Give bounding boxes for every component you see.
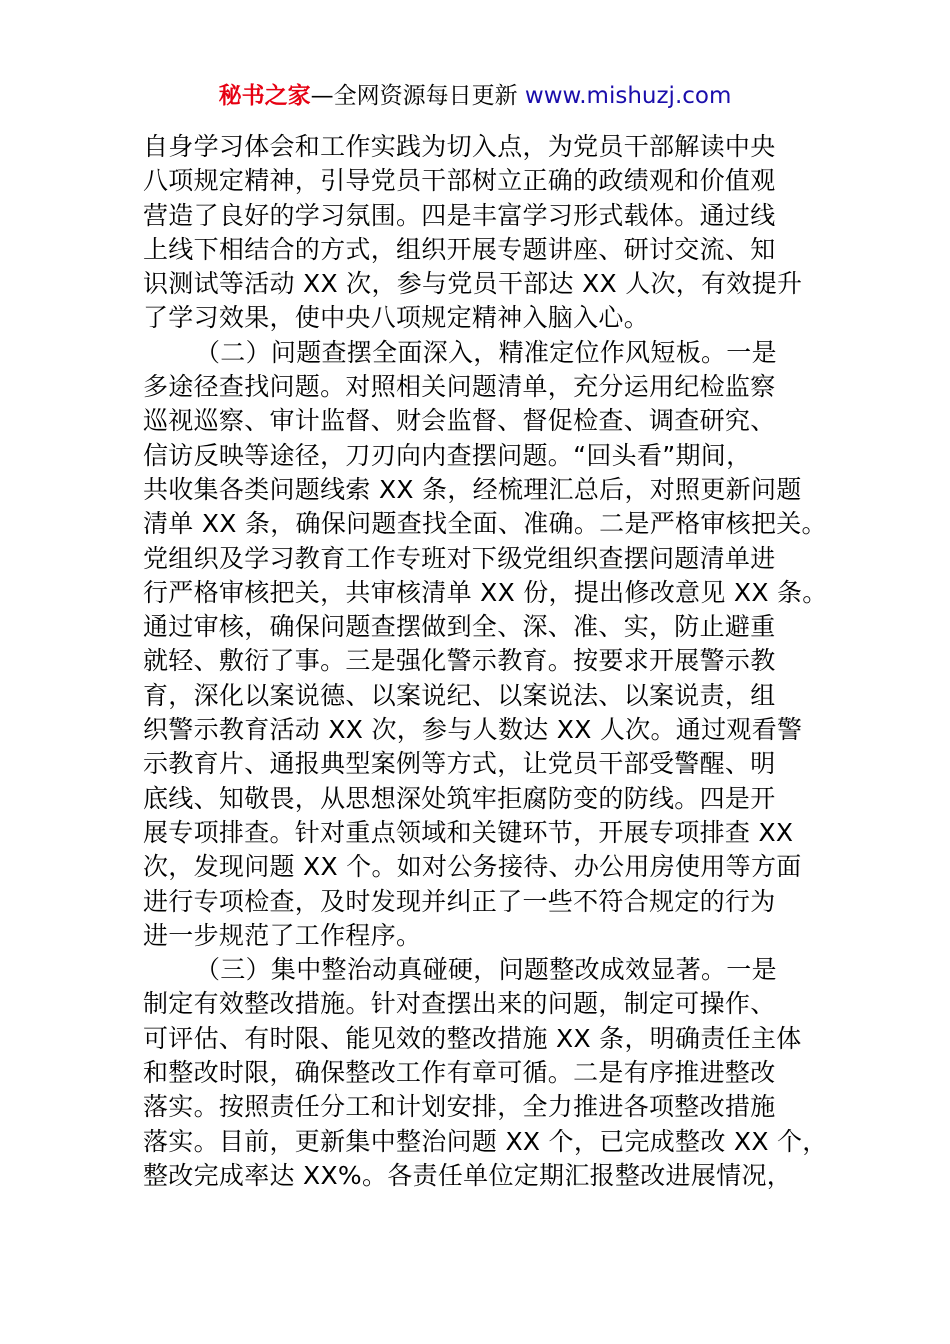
text-line: 整改完成率达 XX%。各责任单位定期汇报整改进展情况， [143,1160,793,1190]
section-heading-line: （二）问题查摆全面深入，精准定位作风短板。一是 [195,337,777,367]
text-line: 通过审核，确保问题查摆做到全、深、准、实，防止避重 [143,612,776,642]
text-line: 制定有效整改措施。针对查摆出来的问题，制定可操作、 [143,989,776,1019]
text-line: 上线下相结合的方式，组织开展专题讲座、研讨交流、知 [143,234,776,264]
text-line: 党组织及学习教育工作专班对下级党组织查摆问题清单进 [143,543,776,573]
text-line: 展专项排查。针对重点领域和关键环节，开展专项排查 XX [143,817,794,847]
text-line: 八项规定精神，引导党员干部树立正确的政绩观和价值观 [143,166,776,196]
text-line: 共收集各类问题线索 XX 条，经梳理汇总后，对照更新问题 [143,474,802,504]
text-line: 进行专项检查，及时发现并纠正了一些不符合规定的行为 [143,886,776,916]
text-line: 营造了良好的学习氛围。四是丰富学习形式载体。通过线 [143,200,776,230]
text-line: 进一步规范了工作程序。 [143,920,422,950]
text-line: 底线、知敬畏，从思想深处筑牢拒腐防变的防线。四是开 [143,783,776,813]
document-body [143,130,843,1193]
section-heading-line: （三）集中整治动真碰硬，问题整改成效显著。一是 [195,955,777,985]
text-line: 识测试等活动 XX 次，参与党员干部达 XX 人次，有效提升 [143,269,803,299]
text-line: 自身学习体会和工作实践为切入点，为党员干部解读中央 [143,132,776,161]
text-line: 示教育片、通报典型案例等方式，让党员干部受警醒、明 [143,749,776,779]
text-line: 育，深化以案说德、以案说纪、以案说法、以案说责，组 [143,680,776,710]
text-line: 了学习效果，使中央八项规定精神入脑入心。 [143,303,650,333]
text-line: 信访反映等途径，刀刃向内查摆问题。“回头看”期间， [143,440,752,470]
text-line: 织警示教育活动 XX 次，参与人数达 XX 人次。通过观看警 [143,715,803,745]
text-line: 清单 XX 条，确保问题查找全面、准确。二是严格审核把关。 [143,509,827,539]
text-line: 行严格审核把关，共审核清单 XX 份，提出修改意见 XX 条。 [143,577,828,607]
site-brand: 秘书之家 [218,83,311,109]
site-tagline: —全网资源每日更新 [310,83,525,109]
text-line: 和整改时限，确保整改工作有章可循。二是有序推进整改 [143,1058,776,1088]
text-line: 就轻、敷衍了事。三是强化警示教育。按要求开展警示教 [143,646,776,676]
text-line: 落实。按照责任分工和计划安排，全力推进各项整改措施 [143,1092,776,1122]
page-header [0,80,950,112]
text-line: 落实。目前，更新集中整治问题 XX 个，已完成整改 XX 个， [143,1126,828,1156]
site-url-link[interactable]: www.mishuzj.com [524,83,732,109]
text-line: 可评估、有时限、能见效的整改措施 XX 条，明确责任主体 [143,1023,802,1053]
text-line: 多途径查找问题。对照相关问题清单，充分运用纪检监察 [143,372,776,402]
text-line: 次，发现问题 XX 个。如对公务接待、办公用房使用等方面 [143,852,802,882]
text-line: 巡视巡察、审计监督、财会监督、督促检查、调查研究、 [143,406,776,436]
